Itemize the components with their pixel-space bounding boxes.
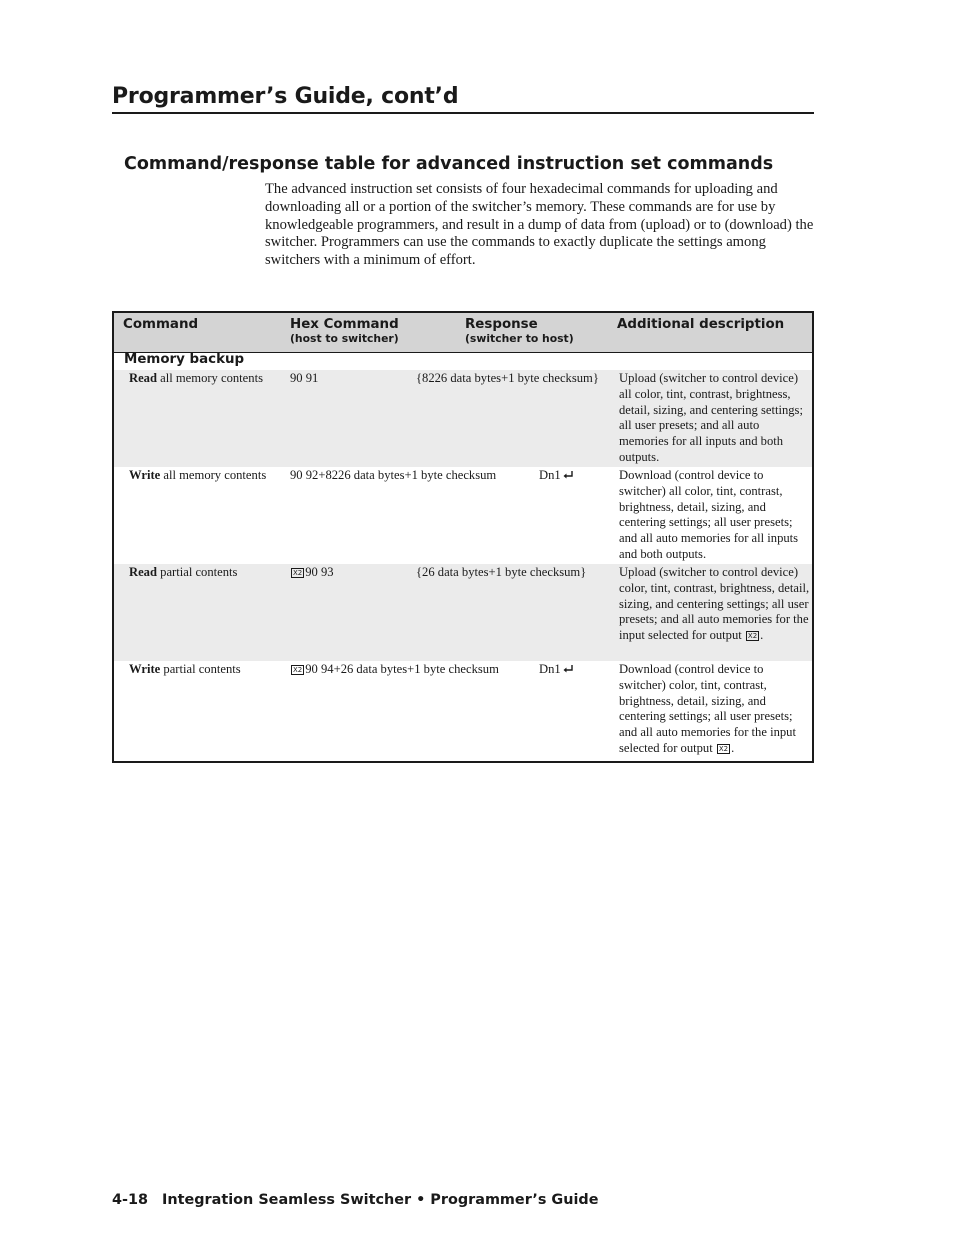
response-text: Dn1 <box>539 662 561 676</box>
header-description-label: Additional description <box>617 317 785 332</box>
row-description <box>619 662 811 757</box>
description-text: Upload (switcher to control device) color, tint, contrast, brightness, detail, sizing, and centering settings; all user presets; and all auto memories for the input selected for output <box>619 565 810 643</box>
response-text: Dn1 <box>539 468 561 482</box>
command-object: partial contents <box>157 565 238 579</box>
header-command-label: Command <box>123 317 199 332</box>
response-text: {26 data bytes+1 byte checksum} <box>416 565 587 579</box>
command-object: partial contents <box>160 662 241 676</box>
row-command <box>129 662 241 678</box>
row-response <box>416 565 586 581</box>
row-description: Download (control device to switcher) all color, tint, contrast, brightness, detail, sizing, and centering settings; all user presets; and all auto memories for all inputs and both outputs. <box>619 468 799 561</box>
group-memory-backup: Memory backup <box>124 352 245 367</box>
hex-command: 90 92+8226 data bytes+1 byte checksum <box>290 468 497 482</box>
header-response <box>465 317 574 346</box>
description-end: . <box>760 628 764 643</box>
x2-variable-icon: X2 <box>293 666 303 674</box>
row-hex <box>290 565 334 581</box>
table-row <box>114 467 812 564</box>
carriage-return-icon <box>563 665 573 674</box>
page-footer <box>112 1192 599 1208</box>
hex-command: 90 93 <box>305 565 334 579</box>
hex-command: 90 91 <box>290 371 319 385</box>
header-response-label: Response <box>465 317 538 332</box>
header-additional-description <box>617 317 784 332</box>
header-rule <box>112 112 814 114</box>
x2-variable-icon: X2 <box>747 632 758 641</box>
command-verb: Read <box>129 565 157 579</box>
intro-paragraph: The advanced instruction set consists of four hexadecimal commands for uploading and downloading all or a portion of the switcher’s memory. These commands are for use by knowledgeable programmers, and result in a dump of data from (upload) or to (download) the switcher. Programmers can use the commands to exactly duplicate the settings among switchers with a minimum of effort. <box>265 181 814 269</box>
command-object: all memory contents <box>160 468 267 482</box>
row-hex <box>290 468 496 484</box>
page-title: Programmer’s Guide, cont’d <box>112 84 459 109</box>
x2-variable-icon: X2 <box>718 744 729 753</box>
header-hex-command <box>290 317 399 346</box>
command-verb: Write <box>129 662 161 676</box>
section-heading: Command/response table for advanced instruction set commands <box>124 154 774 174</box>
row-description <box>619 565 811 644</box>
row-command <box>129 565 237 581</box>
row-response <box>539 468 573 484</box>
row-hex <box>290 371 318 387</box>
table-row <box>114 370 812 467</box>
row-hex <box>290 662 499 678</box>
header-hex-label: Hex Command <box>290 317 399 332</box>
command-response-table <box>112 311 814 763</box>
table-row <box>114 661 812 761</box>
header-command <box>123 317 198 332</box>
command-verb: Read <box>129 371 157 385</box>
footer-doc-title: Integration Seamless Switcher • Programmer’s Guide <box>162 1192 599 1208</box>
table-row <box>114 564 812 661</box>
page-header <box>112 84 814 114</box>
row-description: Upload (switcher to control device) all color, tint, contrast, brightness, detail, sizing, and centering settings; all user presets; and all auto memories for all inputs and both outputs. <box>619 371 803 464</box>
x2-variable-icon: X2 <box>293 569 303 577</box>
page-number: 4-18 <box>112 1192 149 1208</box>
description-end: . <box>731 740 735 755</box>
description-text: Download (control device to switcher) color, tint, contrast, brightness, detail, sizing, and centering settings; all user presets; and all auto memories for the input selected for output <box>619 662 796 755</box>
row-response <box>416 371 599 387</box>
command-object: all memory contents <box>157 371 263 385</box>
header-hex-sublabel: (host to switcher) <box>290 332 399 345</box>
response-text: {8226 data bytes+1 byte checksum} <box>416 371 599 385</box>
row-command <box>129 468 266 484</box>
hex-command: 90 94+26 data bytes+1 byte checksum <box>305 662 499 676</box>
carriage-return-icon <box>563 471 573 480</box>
header-response-sublabel: (switcher to host) <box>465 332 574 345</box>
command-verb: Write <box>129 468 161 482</box>
row-command <box>129 371 263 387</box>
table-header <box>114 313 812 353</box>
row-response <box>539 662 573 678</box>
